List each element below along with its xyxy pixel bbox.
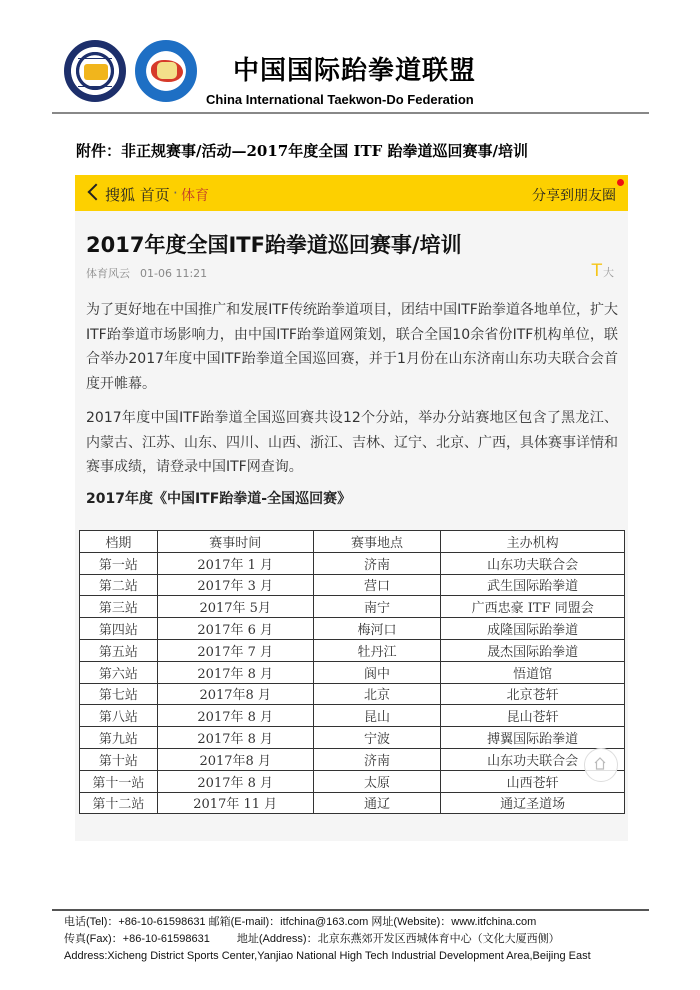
stage-cell: 第二站 xyxy=(80,574,158,596)
date-cell: 2017年 1 月 xyxy=(157,552,313,574)
location-cell: 牡丹江 xyxy=(313,639,441,661)
article-time: 01-06 11:21 xyxy=(140,267,208,280)
footer-email[interactable]: 邮箱(E-mail)：itfchina@163.com xyxy=(208,916,369,928)
home-icon xyxy=(594,757,606,770)
footer-tel: 电话(Tel)：+86-10-61598631 xyxy=(64,916,206,928)
attachment-title: 附件：非正规赛事/活动—2017年度全国 ITF 跆拳道巡回赛事/培训 xyxy=(76,142,528,160)
org-name-cn: 中国国际跆拳道联盟 xyxy=(233,56,477,86)
table-header-row xyxy=(80,531,625,553)
header-divider xyxy=(52,112,649,114)
stage-cell: 第一站 xyxy=(80,552,158,574)
date-cell: 2017年 7 月 xyxy=(157,639,313,661)
stage-cell: 第四站 xyxy=(80,618,158,640)
date-cell: 2017年 3 月 xyxy=(157,574,313,596)
location-cell: 昆山 xyxy=(313,705,441,727)
location-cell: 梅河口 xyxy=(313,618,441,640)
table-body xyxy=(80,552,625,814)
location-cell: 宁波 xyxy=(313,727,441,749)
location-cell: 营口 xyxy=(313,574,441,596)
date-cell: 2017年8 月 xyxy=(157,683,313,705)
tour-schedule-table xyxy=(79,530,625,814)
footer-address-cn: 地址(Address)：北京东燕郊开发区西城体育中心（文化大厦西侧） xyxy=(236,933,560,945)
location-cell: 济南 xyxy=(313,748,441,770)
table-row xyxy=(80,748,625,770)
location-cell: 通辽 xyxy=(313,792,441,814)
font-size-label: 大 xyxy=(603,266,614,279)
table-heading: 2017年度《中国ITF跆拳道-全国巡回赛》 xyxy=(86,491,352,507)
table-row xyxy=(80,770,625,792)
date-cell: 2017年 8 月 xyxy=(157,727,313,749)
column-header: 主办机构 xyxy=(441,531,625,553)
article-source[interactable]: 体育风云 xyxy=(86,267,130,280)
table-row xyxy=(80,639,625,661)
location-cell: 北京 xyxy=(313,683,441,705)
article-screenshot xyxy=(75,175,628,841)
date-cell: 2017年 8 月 xyxy=(157,661,313,683)
table-row xyxy=(80,552,625,574)
letterhead xyxy=(0,0,700,118)
table-row xyxy=(80,705,625,727)
organizer-cell: 悟道馆 xyxy=(441,661,625,683)
nav-home-link[interactable]: 搜狐 首页 xyxy=(105,186,170,204)
date-cell: 2017年 8 月 xyxy=(157,770,313,792)
date-cell: 2017年 6 月 xyxy=(157,618,313,640)
organizer-cell: 山西苍轩 xyxy=(441,770,625,792)
globe-line xyxy=(78,58,112,59)
stage-cell: 第十站 xyxy=(80,748,158,770)
itf-federation-logo xyxy=(64,40,126,102)
footer-fax: 传真(Fax)：+86-10-61598631 xyxy=(64,933,210,945)
share-moments-button[interactable]: 分享到朋友圈 xyxy=(532,188,616,204)
article-paragraph: 2017年度中国ITF跆拳道全国巡回赛共设12个分站，举办分站赛地区包含了黑龙江、内蒙古、江苏、山东、四川、山西、浙江、吉林、辽宁、北京、广西，具体赛事详情和赛事成绩，请登录中国ITF网查询。 xyxy=(86,410,618,475)
nav-section-link[interactable]: 体育 xyxy=(181,188,209,204)
fist-emblem-icon xyxy=(157,62,177,79)
organizer-cell: 山东功夫联合会 xyxy=(441,748,625,770)
table-row xyxy=(80,683,625,705)
stage-cell: 第五站 xyxy=(80,639,158,661)
column-header: 赛事时间 xyxy=(157,531,313,553)
organizer-cell: 通辽圣道场 xyxy=(441,792,625,814)
date-cell: 2017年 8 月 xyxy=(157,705,313,727)
organizer-cell: 北京苍轩 xyxy=(441,683,625,705)
footer-divider xyxy=(52,909,649,911)
article-meta xyxy=(86,265,207,281)
table-row xyxy=(80,574,625,596)
stage-cell: 第三站 xyxy=(80,596,158,618)
date-cell: 2017年 11 月 xyxy=(157,792,313,814)
footer-line-1 xyxy=(64,914,591,931)
table-row xyxy=(80,727,625,749)
location-cell: 南宁 xyxy=(313,596,441,618)
org-name-en: China International Taekwon-Do Federation xyxy=(206,92,474,107)
stage-cell: 第七站 xyxy=(80,683,158,705)
organizer-cell: 武生国际跆拳道 xyxy=(441,574,625,596)
organizer-cell: 昆山苍轩 xyxy=(441,705,625,727)
font-size-toggle[interactable] xyxy=(592,261,614,281)
table-row xyxy=(80,792,625,814)
footer-address-en: Address:Xicheng District Sports Center,Yanjiao National High Tech Industrial Development Area,Beijing East xyxy=(64,950,591,962)
fist-emblem-icon xyxy=(84,64,108,80)
globe-line xyxy=(78,86,112,87)
stage-cell: 第六站 xyxy=(80,661,158,683)
table-row xyxy=(80,661,625,683)
location-cell: 阆中 xyxy=(313,661,441,683)
organizer-cell: 搏翼国际跆拳道 xyxy=(441,727,625,749)
organizer-cell: 山东功夫联合会 xyxy=(441,552,625,574)
font-size-icon: T xyxy=(591,261,602,281)
nav-separator: · xyxy=(173,184,178,202)
scroll-to-top-button[interactable] xyxy=(584,748,618,782)
article-paragraph: 为了更好地在中国推广和发展ITF传统跆拳道项目，团结中国ITF跆拳道各地单位，扩大ITF跆拳道市场影响力，由中国ITF跆拳道网策划，联合全国10余省份ITF机构单位，联合举办2017年度中国ITF跆拳道全国巡回赛，并于1月份在山东济南山东功夫联合会首度开帷幕。 xyxy=(86,302,618,392)
column-header: 赛事地点 xyxy=(313,531,441,553)
date-cell: 2017年8 月 xyxy=(157,748,313,770)
location-cell: 济南 xyxy=(313,552,441,574)
footer-website[interactable]: 网址(Website)：www.itfchina.com xyxy=(371,916,537,928)
china-itf-federation-logo xyxy=(135,40,197,102)
contact-footer xyxy=(64,914,591,965)
stage-cell: 第十二站 xyxy=(80,792,158,814)
footer-line-2 xyxy=(64,931,591,948)
location-cell: 太原 xyxy=(313,770,441,792)
article-title: 2017年度全国ITF跆拳道巡回赛事/培训 xyxy=(86,233,462,257)
organizer-cell: 成隆国际跆拳道 xyxy=(441,618,625,640)
article-topbar xyxy=(75,175,628,211)
organizer-cell: 广西忠豪 ITF 同盟会 xyxy=(441,596,625,618)
table-row xyxy=(80,596,625,618)
chevron-left-icon[interactable] xyxy=(88,184,105,201)
stage-cell: 第八站 xyxy=(80,705,158,727)
notification-dot-icon xyxy=(617,179,624,186)
date-cell: 2017年 5月 xyxy=(157,596,313,618)
stage-cell: 第十一站 xyxy=(80,770,158,792)
column-header: 档期 xyxy=(80,531,158,553)
stage-cell: 第九站 xyxy=(80,727,158,749)
organizer-cell: 晟杰国际跆拳道 xyxy=(441,639,625,661)
table-row xyxy=(80,618,625,640)
